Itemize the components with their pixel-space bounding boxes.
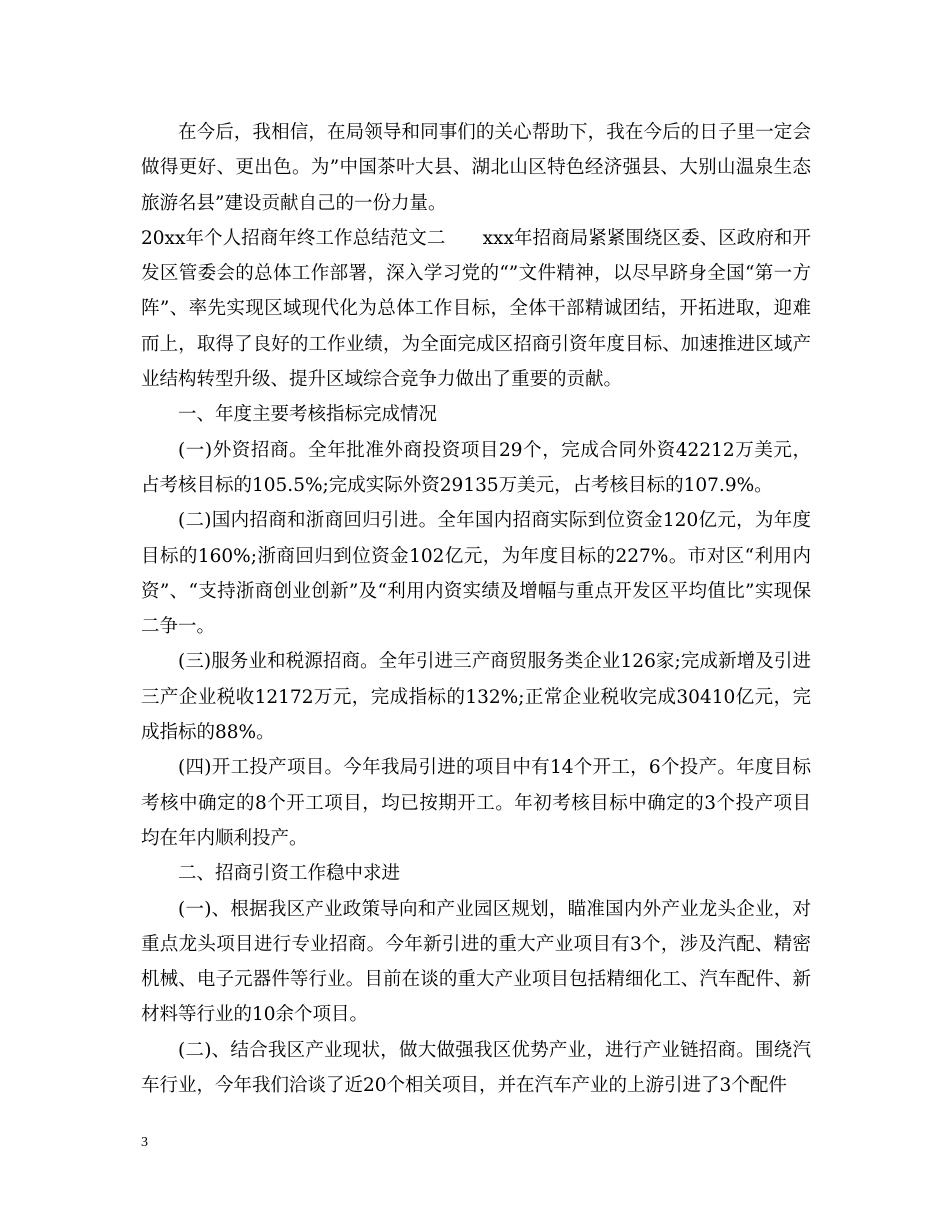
paragraph-6: (四)开工投产项目。今年我局引进的项目中有14个开工，6个投产。年度目标考核中确定的8个开工项目，均已按期开工。年初考核目标中确定的3个投产项目均在年内顺利投产。 bbox=[141, 757, 811, 849]
paragraph-2: 20xx年个人招商年终工作总结范文二 xxx年招商局紧紧围绕区委、区政府和开发区管委会的总体工作部署，深入学习党的“”文件精神，以尽早跻身全国“第一方阵”、率先实现区域现代化为总体工作目标，全体干部精诚团结，开拓进取，迎难而上，取得了良好的工作业绩，为全面完成区招商引资年度目标、加速推进区域产业结构转型升级、提升区域综合竞争力做出了重要的贡献。 bbox=[141, 227, 811, 391]
paragraph-4: (二)国内招商和浙商回归引进。全年国内招商实际到位资金120亿元，为年度目标的160%;浙商回归到位资金102亿元，为年度目标的227%。市对区“利用内资”、“支持浙商创业创新”及“利用内资实绩及增幅与重点开发区平均值比”实现保二争一。 bbox=[141, 510, 811, 638]
paragraph-1: 在今后，我相信，在局领导和同事们的关心帮助下，我在今后的日子里一定会做得更好、更出色。为”中国茶叶大县、湖北山区特色经济强县、大别山温泉生态旅游名县”建设贡献自己的一份力量。 bbox=[141, 122, 811, 214]
section-heading-1: 一、年度主要考核指标完成情况 bbox=[178, 404, 438, 426]
page-number: 3 bbox=[141, 1135, 148, 1150]
section-heading-2: 二、招商引资工作稳中求进 bbox=[178, 863, 401, 885]
document-body bbox=[141, 115, 811, 1103]
paragraph-7: (一)、根据我区产业政策导向和产业园区规划，瞄准国内外产业龙头企业，对重点龙头项目进行专业招商。今年新引进的重大产业项目有3个，涉及汽配、精密机械、电子元器件等行业。目前在谈的重大产业项目包括精细化工、汽车配件、新材料等行业的10余个项目。 bbox=[141, 898, 811, 1026]
paragraph-3: (一)外资招商。全年批准外商投资项目29个，完成合同外资42212万美元，占考核目标的105.5%;完成实际外资29135万美元，占考核目标的107.9%。 bbox=[141, 439, 811, 496]
paragraph-8: (二)、结合我区产业现状，做大做强我区优势产业，进行产业链招商。围绕汽车行业，今年我们洽谈了近20个相关项目，并在汽车产业的上游引进了3个配件 bbox=[141, 1039, 811, 1097]
paragraph-5: (三)服务业和税源招商。全年引进三产商贸服务类企业126家;完成新增及引进三产企业税收12172万元，完成指标的132%;正常企业税收完成30410亿元，完成指标的88%。 bbox=[141, 651, 811, 744]
